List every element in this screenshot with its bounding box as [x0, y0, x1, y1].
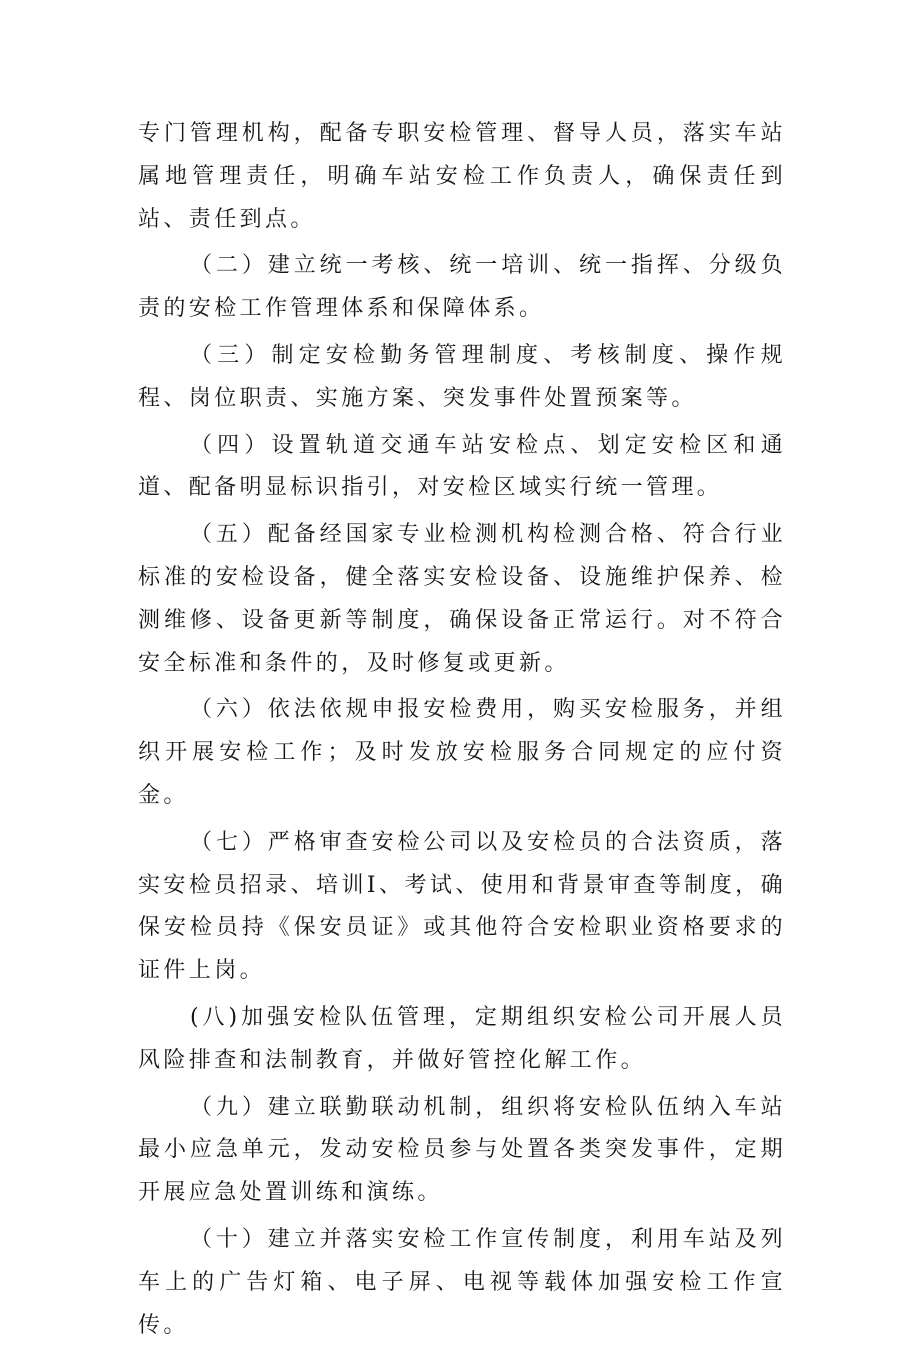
paragraph-item-6: （六）依法依规申报安检费用，购买安检服务，并组织开展安检工作；及时发放安检服务合同规定的应付资金。 — [138, 697, 786, 808]
paragraph-item-3: （三）制定安检勤务管理制度、考核制度、操作规程、岗位职责、实施方案、突发事件处置预案等。 — [138, 342, 786, 411]
paragraph-item-5: （五）配备经国家专业检测机构检测合格、符合行业标准的安检设备，健全落实安检设备、设施维护保养、检测维修、设备更新等制度，确保设备正常运行。对不符合安全标准和条件的，及时修复或更新。 — [138, 522, 786, 676]
paragraph-item-4: （四）设置轨道交通车站安检点、划定安检区和通道、配备明显标识指引，对安检区域实行统一管理。 — [138, 432, 786, 501]
paragraph-item-10: （十）建立并落实安检工作宣传制度，利用车站及列车上的广告灯箱、电子屏、电视等载体加强安检工作宣传。 — [138, 1226, 786, 1338]
paragraph-item-8: (八)加强安检队伍管理，定期组织安检公司开展人员风险排查和法制教育，并做好管控化解工作。 — [138, 1004, 786, 1073]
paragraph-item-9: （九）建立联勤联动机制，组织将安检队伍纳入车站最小应急单元，发动安检员参与处置各类突发事件，定期开展应急处置训练和演练。 — [138, 1094, 786, 1206]
document-body — [138, 113, 786, 1351]
paragraph-item-7: （七）严格审查安检公司以及安检员的合法资质，落实安检员招录、培训I、考试、使用和背景审查等制度，确保安检员持《保安员证》或其他符合安检职业资格要求的证件上岗。 — [138, 829, 786, 984]
paragraph-continuation: 专门管理机构，配备专职安检管理、督导人员，落实车站属地管理责任，明确车站安检工作负责人，确保责任到站、责任到点。 — [138, 121, 786, 232]
paragraph-item-2: （二）建立统一考核、统一培训、统一指挥、分级负责的安检工作管理体系和保障体系。 — [138, 253, 786, 322]
